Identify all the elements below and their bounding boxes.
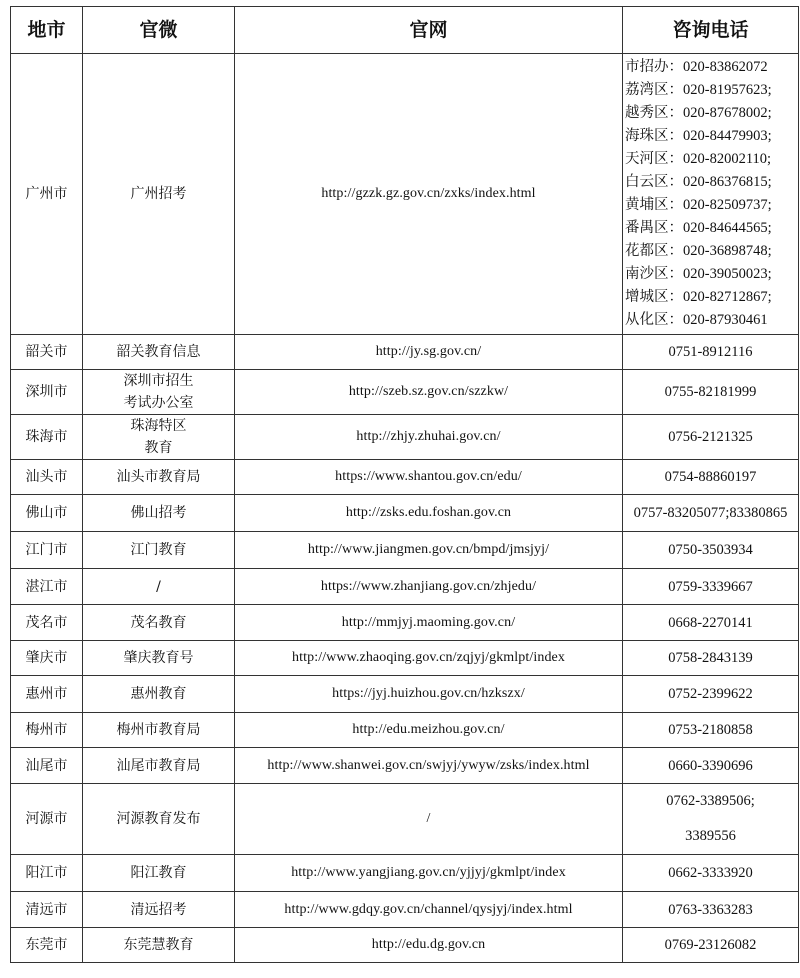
- phone-cell: [623, 855, 799, 892]
- city-cell: 江门市: [11, 532, 83, 569]
- phone-line: 0660-3390696: [668, 757, 753, 774]
- phone-cell: [623, 641, 799, 676]
- city-cell: 珠海市: [11, 415, 83, 460]
- wechat-line: 深圳市招生: [123, 373, 194, 389]
- website-link[interactable]: http://www.gdqy.gov.cn/channel/qysjyj/index.html: [284, 901, 573, 917]
- phone-cell: [623, 748, 799, 784]
- website-link[interactable]: https://www.shantou.gov.cn/edu/: [335, 469, 522, 484]
- city-cell: 佛山市: [11, 495, 83, 532]
- wechat-line: 河源教育发布: [116, 811, 201, 827]
- table-row: [11, 532, 799, 569]
- phone-line: 增城区：020-82712867;: [625, 289, 772, 305]
- website-cell: [235, 928, 623, 963]
- table-row: [11, 641, 799, 676]
- table-row: [11, 415, 799, 460]
- website-link[interactable]: /: [426, 811, 431, 826]
- wechat-cell: [83, 335, 235, 370]
- table-row: [11, 892, 799, 928]
- website-link[interactable]: http://szeb.sz.gov.cn/szzkw/: [348, 384, 509, 399]
- website-cell: [235, 415, 623, 460]
- phone-line: 越秀区：020-87678002;: [625, 105, 772, 121]
- website-cell: [235, 855, 623, 892]
- wechat-line: 教育: [144, 440, 173, 456]
- website-link[interactable]: http://gzzk.gz.gov.cn/zxks/index.html: [321, 186, 536, 201]
- wechat-line: 珠海特区: [130, 418, 187, 434]
- website-cell: [235, 460, 623, 495]
- phone-line: 0668-2270141: [668, 614, 753, 631]
- phone-line: 海珠区：020-84479903;: [625, 128, 772, 144]
- wechat-line: 东莞慧教育: [123, 937, 194, 953]
- city-cell: 汕头市: [11, 460, 83, 495]
- table-row: [11, 495, 799, 532]
- phone-line: 花都区：020-36898748;: [625, 243, 772, 259]
- table-row: [11, 713, 799, 748]
- wechat-cell: [83, 928, 235, 963]
- table-row: [11, 855, 799, 892]
- table-row: [11, 370, 799, 415]
- wechat-line: 茂名教育: [130, 614, 187, 631]
- phone-cell: [623, 370, 799, 415]
- city-cell: 湛江市: [11, 569, 83, 605]
- website-link[interactable]: http://edu.dg.gov.cn: [371, 937, 486, 952]
- phone-cell: [623, 569, 799, 605]
- table-body: [11, 54, 799, 963]
- wechat-line: 广州招考: [130, 186, 187, 202]
- wechat-cell: [83, 892, 235, 928]
- website-cell: [235, 892, 623, 928]
- website-link[interactable]: http://edu.meizhou.gov.cn/: [352, 722, 505, 737]
- wechat-line: 江门教育: [130, 542, 187, 558]
- website-cell: [235, 748, 623, 784]
- table-row: [11, 460, 799, 495]
- city-cell: 肇庆市: [11, 641, 83, 676]
- phone-line: 天河区：020-82002110;: [625, 151, 772, 167]
- phone-line: 3389556: [685, 828, 736, 844]
- phone-cell: [623, 784, 799, 855]
- contact-table: [10, 6, 799, 963]
- phone-line: 0754-88860197: [664, 469, 757, 485]
- table-row: [11, 605, 799, 641]
- wechat-cell: [83, 784, 235, 855]
- website-link[interactable]: http://mmjyj.maoming.gov.cn/: [341, 614, 516, 630]
- wechat-line: 惠州教育: [130, 686, 187, 702]
- wechat-line: 汕尾市教育局: [116, 757, 201, 774]
- city-cell: 韶关市: [11, 335, 83, 370]
- phone-line: 0750-3503934: [668, 542, 753, 558]
- phone-line: 番禺区：020-84644565;: [625, 220, 772, 236]
- phone-line: 0756-2121325: [668, 429, 753, 445]
- phone-cell: [623, 713, 799, 748]
- phone-line: 0757-83205077;83380865: [633, 505, 788, 521]
- wechat-cell: [83, 460, 235, 495]
- phone-line: 0762-3389506;: [666, 793, 755, 809]
- website-cell: [235, 335, 623, 370]
- wechat-line: /: [156, 578, 161, 595]
- website-cell: [235, 370, 623, 415]
- wechat-cell: [83, 676, 235, 713]
- website-cell: [235, 532, 623, 569]
- phone-line: 0769-23126082: [664, 937, 757, 953]
- table-row: [11, 569, 799, 605]
- phone-cell: [623, 605, 799, 641]
- wechat-line: 梅州市教育局: [116, 722, 201, 738]
- website-cell: [235, 676, 623, 713]
- wechat-cell: [83, 605, 235, 641]
- phone-line: 荔湾区：020-81957623;: [625, 82, 772, 98]
- city-cell: 梅州市: [11, 713, 83, 748]
- phone-cell: [623, 892, 799, 928]
- wechat-cell: [83, 532, 235, 569]
- wechat-cell: [83, 855, 235, 892]
- phone-line: 0753-2180858: [668, 722, 753, 738]
- phone-line: 黄埔区：020-82509737;: [625, 197, 772, 213]
- phone-line: 0758-2843139: [668, 650, 753, 666]
- table-row: [11, 928, 799, 963]
- phone-line: 市招办：020-83862072: [625, 59, 768, 75]
- website-link[interactable]: http://www.zhaoqing.gov.cn/zqjyj/gkmlpt/index: [292, 650, 565, 665]
- wechat-cell: [83, 415, 235, 460]
- wechat-line: 汕头市教育局: [116, 469, 201, 485]
- wechat-cell: [83, 569, 235, 605]
- phone-line: 从化区：020-87930461: [625, 312, 768, 328]
- city-cell: 河源市: [11, 784, 83, 855]
- phone-line: 0759-3339667: [668, 578, 753, 595]
- phone-line: 0662-3333920: [668, 865, 753, 881]
- city-cell: 东莞市: [11, 928, 83, 963]
- website-link[interactable]: http://zsks.edu.foshan.gov.cn: [345, 505, 512, 520]
- wechat-cell: [83, 713, 235, 748]
- website-cell: [235, 641, 623, 676]
- header-wechat: 官微: [83, 7, 235, 54]
- phone-cell: [623, 335, 799, 370]
- city-cell: 深圳市: [11, 370, 83, 415]
- website-link[interactable]: http://zhjy.zhuhai.gov.cn/: [356, 429, 501, 444]
- phone-cell: [623, 532, 799, 569]
- website-link[interactable]: https://www.zhanjiang.gov.cn/zhjedu/: [320, 578, 537, 594]
- header-phone: 咨询电话: [623, 7, 799, 54]
- wechat-line: 考试办公室: [123, 395, 194, 411]
- wechat-line: 清远招考: [130, 901, 187, 918]
- table-row: [11, 676, 799, 713]
- wechat-cell: [83, 748, 235, 784]
- table-row: [11, 748, 799, 784]
- phone-line: 0751-8912116: [668, 344, 753, 360]
- city-cell: 广州市: [11, 54, 83, 335]
- website-cell: [235, 569, 623, 605]
- wechat-line: 肇庆教育号: [123, 650, 194, 666]
- website-cell: [235, 605, 623, 641]
- wechat-line: 佛山招考: [130, 505, 187, 521]
- phone-cell: [623, 460, 799, 495]
- city-cell: 清远市: [11, 892, 83, 928]
- header-website: 官网: [235, 7, 623, 54]
- phone-cell: [623, 928, 799, 963]
- city-cell: 汕尾市: [11, 748, 83, 784]
- wechat-line: 韶关教育信息: [116, 344, 201, 360]
- city-cell: 惠州市: [11, 676, 83, 713]
- phone-line: 白云区：020-86376815;: [625, 174, 772, 190]
- phone-cell: [623, 54, 799, 335]
- website-cell: [235, 713, 623, 748]
- website-cell: [235, 54, 623, 335]
- phone-cell: [623, 495, 799, 532]
- phone-cell: [623, 676, 799, 713]
- city-cell: 茂名市: [11, 605, 83, 641]
- website-link[interactable]: https://jyj.huizhou.gov.cn/hzkszx/: [332, 686, 525, 701]
- wechat-line: 阳江教育: [130, 865, 187, 881]
- header-row: [11, 7, 799, 54]
- website-link[interactable]: http://www.yangjiang.gov.cn/yjjyj/gkmlpt/index: [291, 865, 566, 880]
- phone-line: 0763-3363283: [668, 901, 753, 918]
- wechat-cell: [83, 54, 235, 335]
- phone-line: 南沙区：020-39050023;: [625, 266, 772, 282]
- website-cell: [235, 495, 623, 532]
- phone-line: 0755-82181999: [664, 384, 757, 400]
- header-city: 地市: [11, 7, 83, 54]
- table-row: [11, 54, 799, 335]
- wechat-cell: [83, 370, 235, 415]
- website-link[interactable]: http://www.shanwei.gov.cn/swjyj/ywyw/zsks/index.html: [267, 757, 590, 773]
- wechat-cell: [83, 495, 235, 532]
- phone-line: 0752-2399622: [668, 686, 753, 702]
- table-row: [11, 784, 799, 855]
- website-link[interactable]: http://jy.sg.gov.cn/: [375, 344, 482, 359]
- city-cell: 阳江市: [11, 855, 83, 892]
- wechat-cell: [83, 641, 235, 676]
- website-cell: [235, 784, 623, 855]
- table-row: [11, 335, 799, 370]
- website-link[interactable]: http://www.jiangmen.gov.cn/bmpd/jmsjyj/: [307, 542, 550, 557]
- phone-cell: [623, 415, 799, 460]
